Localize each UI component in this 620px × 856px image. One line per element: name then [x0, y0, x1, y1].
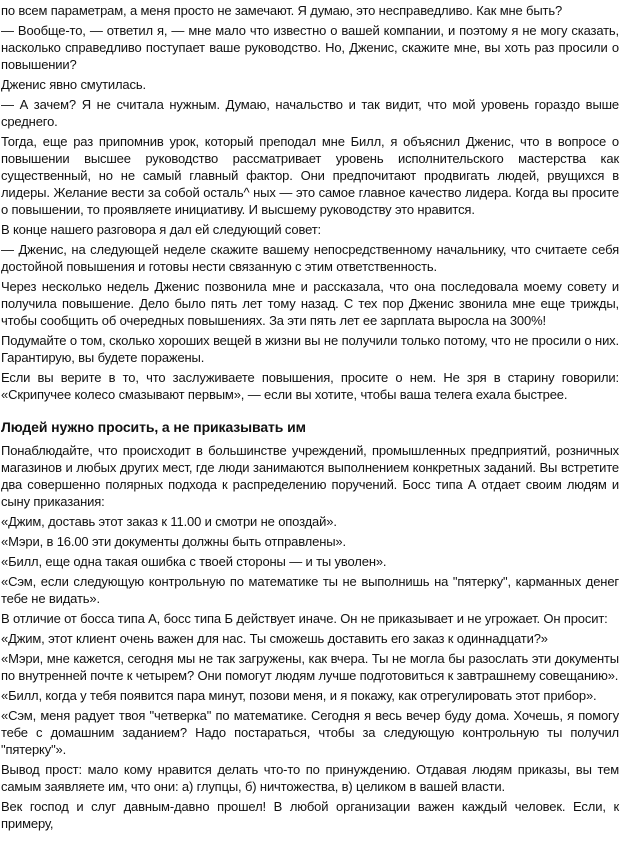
paragraph: Через несколько недель Дженис позвонила мне и рассказала, что она последовала моему совету и получила повышение. Дело было пять лет тому назад. С тех пор Дженис звонила мне еще трижды, чтобы сообщить об очередных повышениях. За эти пять лет ее зарплата выросла на 300%!: [1, 279, 619, 328]
paragraph: «Билл, еще одна такая ошибка с твоей стороны — и ты уволен».: [1, 554, 387, 569]
paragraph: «Сэм, если следующую контрольную по математике ты не выполнишь на "пятерку", карманных денег тебе не видать».: [1, 574, 619, 606]
paragraph: Понаблюдайте, что происходит в большинстве учреждений, промышленных предприятий, розничных магазинов и любых других мест, где люди занимаются выполнением конкретных заданий. Вы встретите два совершенно полярных подхода к распределению поручений. Босс типа А отдает своим людям и сыну приказания:: [1, 443, 619, 509]
paragraph: «Джим, этот клиент очень важен для нас. Ты сможешь доставить его заказ к одиннадцати?»: [1, 631, 548, 646]
paragraph: Век господ и слуг давным-давно прошел! В любой организации важен каждый человек. Если, к примеру,: [1, 799, 619, 831]
paragraph: «Билл, когда у тебя появится пара минут, позови меня, и я покажу, как отрегулировать этот прибор».: [1, 688, 597, 703]
paragraph: В конце нашего разговора я дал ей следующий совет:: [1, 222, 322, 237]
paragraph: Дженис явно смутилась.: [1, 77, 146, 92]
paragraph: Вывод прост: мало кому нравится делать что-то по принуждению. Отдавая людям приказы, вы тем самым заявляете им, что они: а) глупцы, б) ничтожества, в) целиком в вашей власти.: [1, 762, 619, 794]
paragraph: «Джим, доставь этот заказ к 11.00 и смотри не опоздай».: [1, 514, 337, 529]
section-heading: Людей нужно просить, а не приказывать им: [1, 419, 306, 435]
paragraph: Подумайте о том, сколько хороших вещей в жизни вы не получили только потому, что не просили о них. Гарантирую, вы будете поражены.: [1, 333, 619, 365]
paragraph: по всем параметрам, а меня просто не замечают. Я думаю, это несправедливо. Как мне быть?: [1, 3, 563, 18]
paragraph: Тогда, еще раз припомнив урок, который преподал мне Билл, я объяснил Дженис, что в вопросе о повышении высшее руководство рассматривает уровень исполнительского мастерства как существенный, но не самый главный фактор. Они предпочитают продвигать людей, рвущихся в лидеры. Желание вести за собой осталь^ ных — это самое главное качество лидера. Когда вы просите о повышении, то проявляете инициативу. И высшему руководству это нравится.: [1, 134, 619, 217]
paragraph: Если вы верите в то, что заслуживаете повышения, просите о нем. Не зря в старину говорили: «Скрипучее колесо смазывают первым», — если вы хотите, чтобы ваша телега ехала быстрее.: [1, 370, 619, 402]
paragraph: — А зачем? Я не считала нужным. Думаю, начальство и так видит, что мой уровень гораздо выше среднего.: [1, 97, 619, 129]
paragraph: В отличие от босса типа А, босс типа Б действует иначе. Он не приказывает и не угрожает. Он просит:: [1, 611, 608, 626]
paragraph: «Сэм, меня радует твоя "четверка" по математике. Сегодня я весь вечер буду дома. Хочешь, я помогу тебе с домашним заданием? Надо постараться, чтобы за следующую контрольную ты получил "пятерку"».: [1, 708, 619, 757]
paragraph: «Мэри, мне кажется, сегодня мы не так загружены, как вчера. Ты не могла бы разослать эти документы по внутренней почте к четырем? Они помогут людям лучше подготовиться к завтрашнему совещанию».: [1, 651, 619, 683]
paragraph: — Вообще-то, — ответил я, — мне мало что известно о вашей компании, и поэтому я не могу сказать, насколько справедливо поступает ваше руководство. Но, Дженис, скажите мне, вы хоть раз просили о повышении?: [1, 23, 619, 72]
paragraph: — Дженис, на следующей неделе скажите вашему непосредственному начальнику, что считаете себя достойной повышения и готовы нести связанную с этим ответственность.: [1, 242, 619, 274]
paragraph: «Мэри, в 16.00 эти документы должны быть отправлены».: [1, 534, 346, 549]
